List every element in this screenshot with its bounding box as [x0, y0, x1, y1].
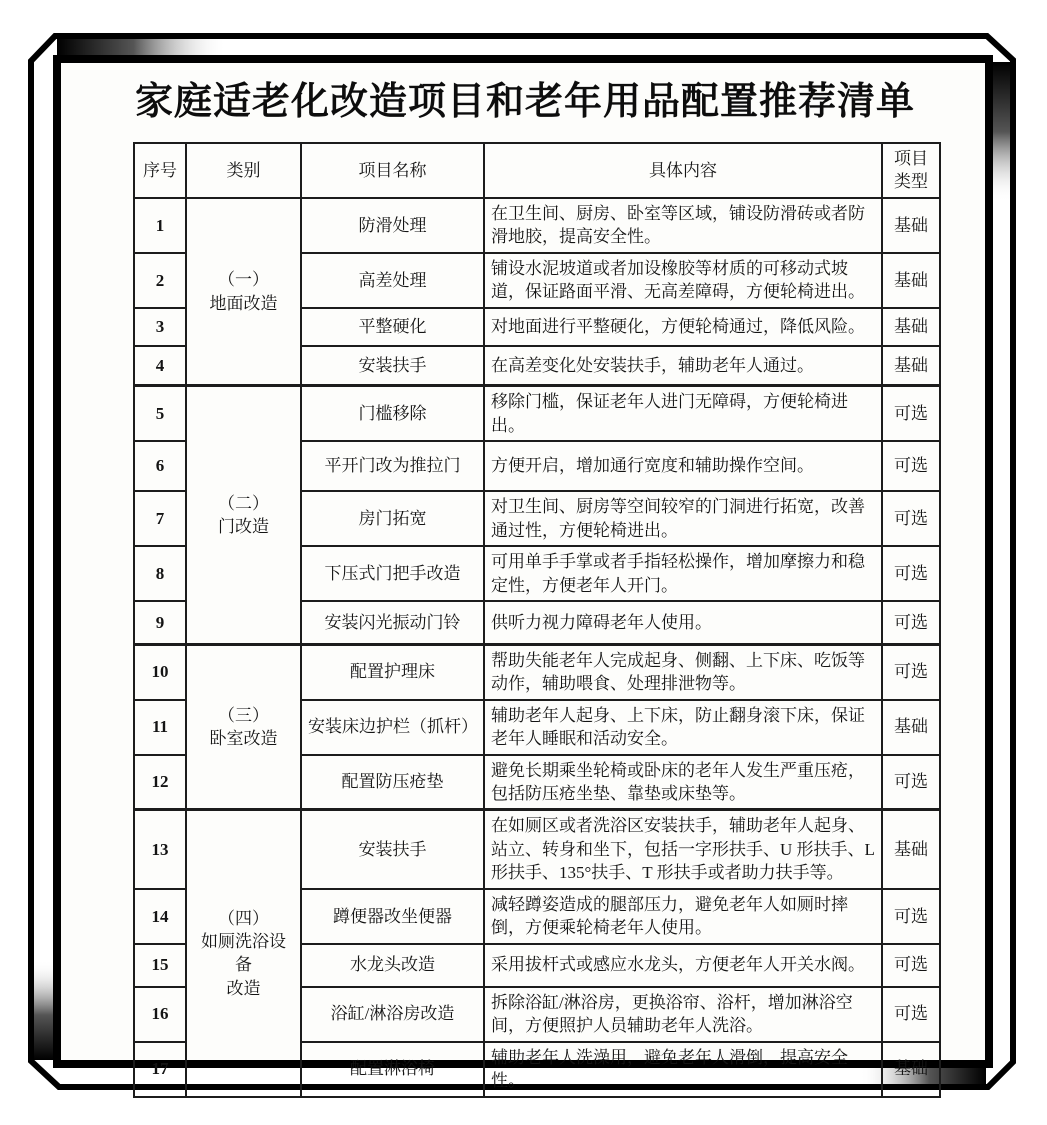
header-no: 序号: [134, 143, 186, 198]
content-cell: 供听力视力障碍老年人使用。: [484, 601, 882, 644]
type-cell: 可选: [882, 755, 940, 810]
type-cell: 可选: [882, 601, 940, 644]
table-row: [134, 644, 940, 699]
type-cell: 基础: [882, 1042, 940, 1097]
row-number-cell: 12: [134, 755, 186, 810]
type-cell: 基础: [882, 810, 940, 889]
row-number-cell: 15: [134, 944, 186, 987]
row-number-cell: 17: [134, 1042, 186, 1097]
project-name-cell: 配置淋浴椅: [301, 1042, 484, 1097]
type-cell: 可选: [882, 441, 940, 491]
recommendation-table-container: [133, 142, 939, 1098]
bevel-right-shade: [992, 62, 1011, 202]
category-cell-door: [186, 386, 301, 644]
content-cell: 可用单手手掌或者手指轻松操作，增加摩擦力和稳定性，方便老年人开门。: [484, 546, 882, 601]
category-line: 如厕洗浴设备: [201, 932, 286, 975]
project-name-cell: 门槛移除: [301, 386, 484, 441]
row-number-cell: 14: [134, 889, 186, 944]
row-number-cell: 3: [134, 308, 186, 346]
category-line: 改造: [226, 978, 261, 998]
content-cell: 拆除浴缸/淋浴房，更换浴帘、浴杆，增加淋浴空间，方便照护人员辅助老年人洗浴。: [484, 987, 882, 1042]
project-name-cell: 安装床边护栏（抓杆）: [301, 700, 484, 755]
row-number-cell: 9: [134, 601, 186, 644]
type-cell: 可选: [882, 546, 940, 601]
project-name-cell: 浴缸/淋浴房改造: [301, 987, 484, 1042]
type-cell: 基础: [882, 198, 940, 253]
type-cell: 可选: [882, 944, 940, 987]
row-number-cell: 11: [134, 700, 186, 755]
bevel-top-shade: [57, 39, 227, 56]
category-line: （二）: [218, 493, 269, 513]
row-number-cell: 10: [134, 644, 186, 699]
project-name-cell: 配置护理床: [301, 644, 484, 699]
type-cell: 可选: [882, 644, 940, 699]
project-name-cell: 安装闪光振动门铃: [301, 601, 484, 644]
project-name-cell: 水龙头改造: [301, 944, 484, 987]
content-cell: 辅助老年人起身、上下床，防止翻身滚下床，保证老年人睡眠和活动安全。: [484, 700, 882, 755]
project-name-cell: 平整硬化: [301, 308, 484, 346]
row-number-cell: 6: [134, 441, 186, 491]
project-name-cell: 下压式门把手改造: [301, 546, 484, 601]
category-line: （四）: [218, 908, 269, 928]
project-name-cell: 平开门改为推拉门: [301, 441, 484, 491]
content-cell: 对地面进行平整硬化，方便轮椅通过，降低风险。: [484, 308, 882, 346]
project-name-cell: 蹲便器改坐便器: [301, 889, 484, 944]
row-number-cell: 4: [134, 346, 186, 386]
category-cell-floor: [186, 198, 301, 386]
content-cell: 方便开启，增加通行宽度和辅助操作空间。: [484, 441, 882, 491]
content-cell: 避免长期乘坐轮椅或卧床的老年人发生严重压疮，包括防压疮坐垫、靠垫或床垫等。: [484, 755, 882, 810]
table-row: [134, 198, 940, 253]
row-number-cell: 8: [134, 546, 186, 601]
category-line: （一）: [218, 270, 269, 290]
content-cell: 在卫生间、厨房、卧室等区域，铺设防滑砖或者防滑地胶，提高安全性。: [484, 198, 882, 253]
header-category: 类别: [186, 143, 301, 198]
category-cell-toilet-bath: [186, 810, 301, 1097]
project-name-cell: 配置防压疮垫: [301, 755, 484, 810]
content-cell: 减轻蹲姿造成的腿部压力，避免老年人如厕时摔倒，方便乘轮椅老年人使用。: [484, 889, 882, 944]
row-number-cell: 13: [134, 810, 186, 889]
recommendation-table: [133, 142, 941, 1098]
header-row: [134, 143, 940, 198]
project-name-cell: 高差处理: [301, 253, 484, 308]
row-number-cell: 1: [134, 198, 186, 253]
category-line: （三）: [218, 705, 269, 725]
content-cell: 帮助失能老年人完成起身、侧翻、上下床、吃饭等动作，辅助喂食、处理排泄物等。: [484, 644, 882, 699]
type-cell: 基础: [882, 346, 940, 386]
type-cell: 可选: [882, 491, 940, 546]
category-line: 门改造: [218, 516, 269, 536]
category-line: 卧室改造: [209, 729, 278, 749]
content-cell: 对卫生间、厨房等空间较窄的门洞进行拓宽，改善通过性，方便轮椅进出。: [484, 491, 882, 546]
row-number-cell: 16: [134, 987, 186, 1042]
row-number-cell: 2: [134, 253, 186, 308]
type-cell: 基础: [882, 253, 940, 308]
header-project-type: [882, 143, 940, 198]
header-project-type-line1: 项目: [894, 149, 928, 168]
type-cell: 基础: [882, 700, 940, 755]
header-content: 具体内容: [484, 143, 882, 198]
project-name-cell: 房门拓宽: [301, 491, 484, 546]
content-cell: 移除门槛，保证老年人进门无障碍，方便轮椅进出。: [484, 386, 882, 441]
header-project-name: 项目名称: [301, 143, 484, 198]
table-row: [134, 810, 940, 889]
content-cell: 采用拔杆式或感应水龙头，方便老年人开关水阀。: [484, 944, 882, 987]
category-line: 地面改造: [209, 293, 278, 313]
category-cell-bedroom: [186, 644, 301, 810]
type-cell: 基础: [882, 308, 940, 346]
content-cell: 铺设水泥坡道或者加设橡胶等材质的可移动式坡道，保证路面平滑、无高差障碍，方便轮椅进出。: [484, 253, 882, 308]
row-number-cell: 5: [134, 386, 186, 441]
project-name-cell: 防滑处理: [301, 198, 484, 253]
table-row: [134, 386, 940, 441]
bevel-left-shade: [34, 960, 54, 1060]
row-number-cell: 7: [134, 491, 186, 546]
project-name-cell: 安装扶手: [301, 810, 484, 889]
type-cell: 可选: [882, 987, 940, 1042]
content-cell: 辅助老年人洗澡用，避免老年人滑倒，提高安全性。: [484, 1042, 882, 1097]
content-cell: 在如厕区或者洗浴区安装扶手，辅助老年人起身、站立、转身和坐下，包括一字形扶手、U 形扶手、L 形扶手、135°扶手、T 形扶手或者助力扶手等。: [484, 810, 882, 889]
project-name-cell: 安装扶手: [301, 346, 484, 386]
page-title: 家庭适老化改造项目和老年用品配置推荐清单: [134, 81, 915, 123]
type-cell: 可选: [882, 386, 940, 441]
type-cell: 可选: [882, 889, 940, 944]
content-cell: 在高差变化处安装扶手，辅助老年人通过。: [484, 346, 882, 386]
header-project-type-line2: 类型: [894, 172, 928, 192]
